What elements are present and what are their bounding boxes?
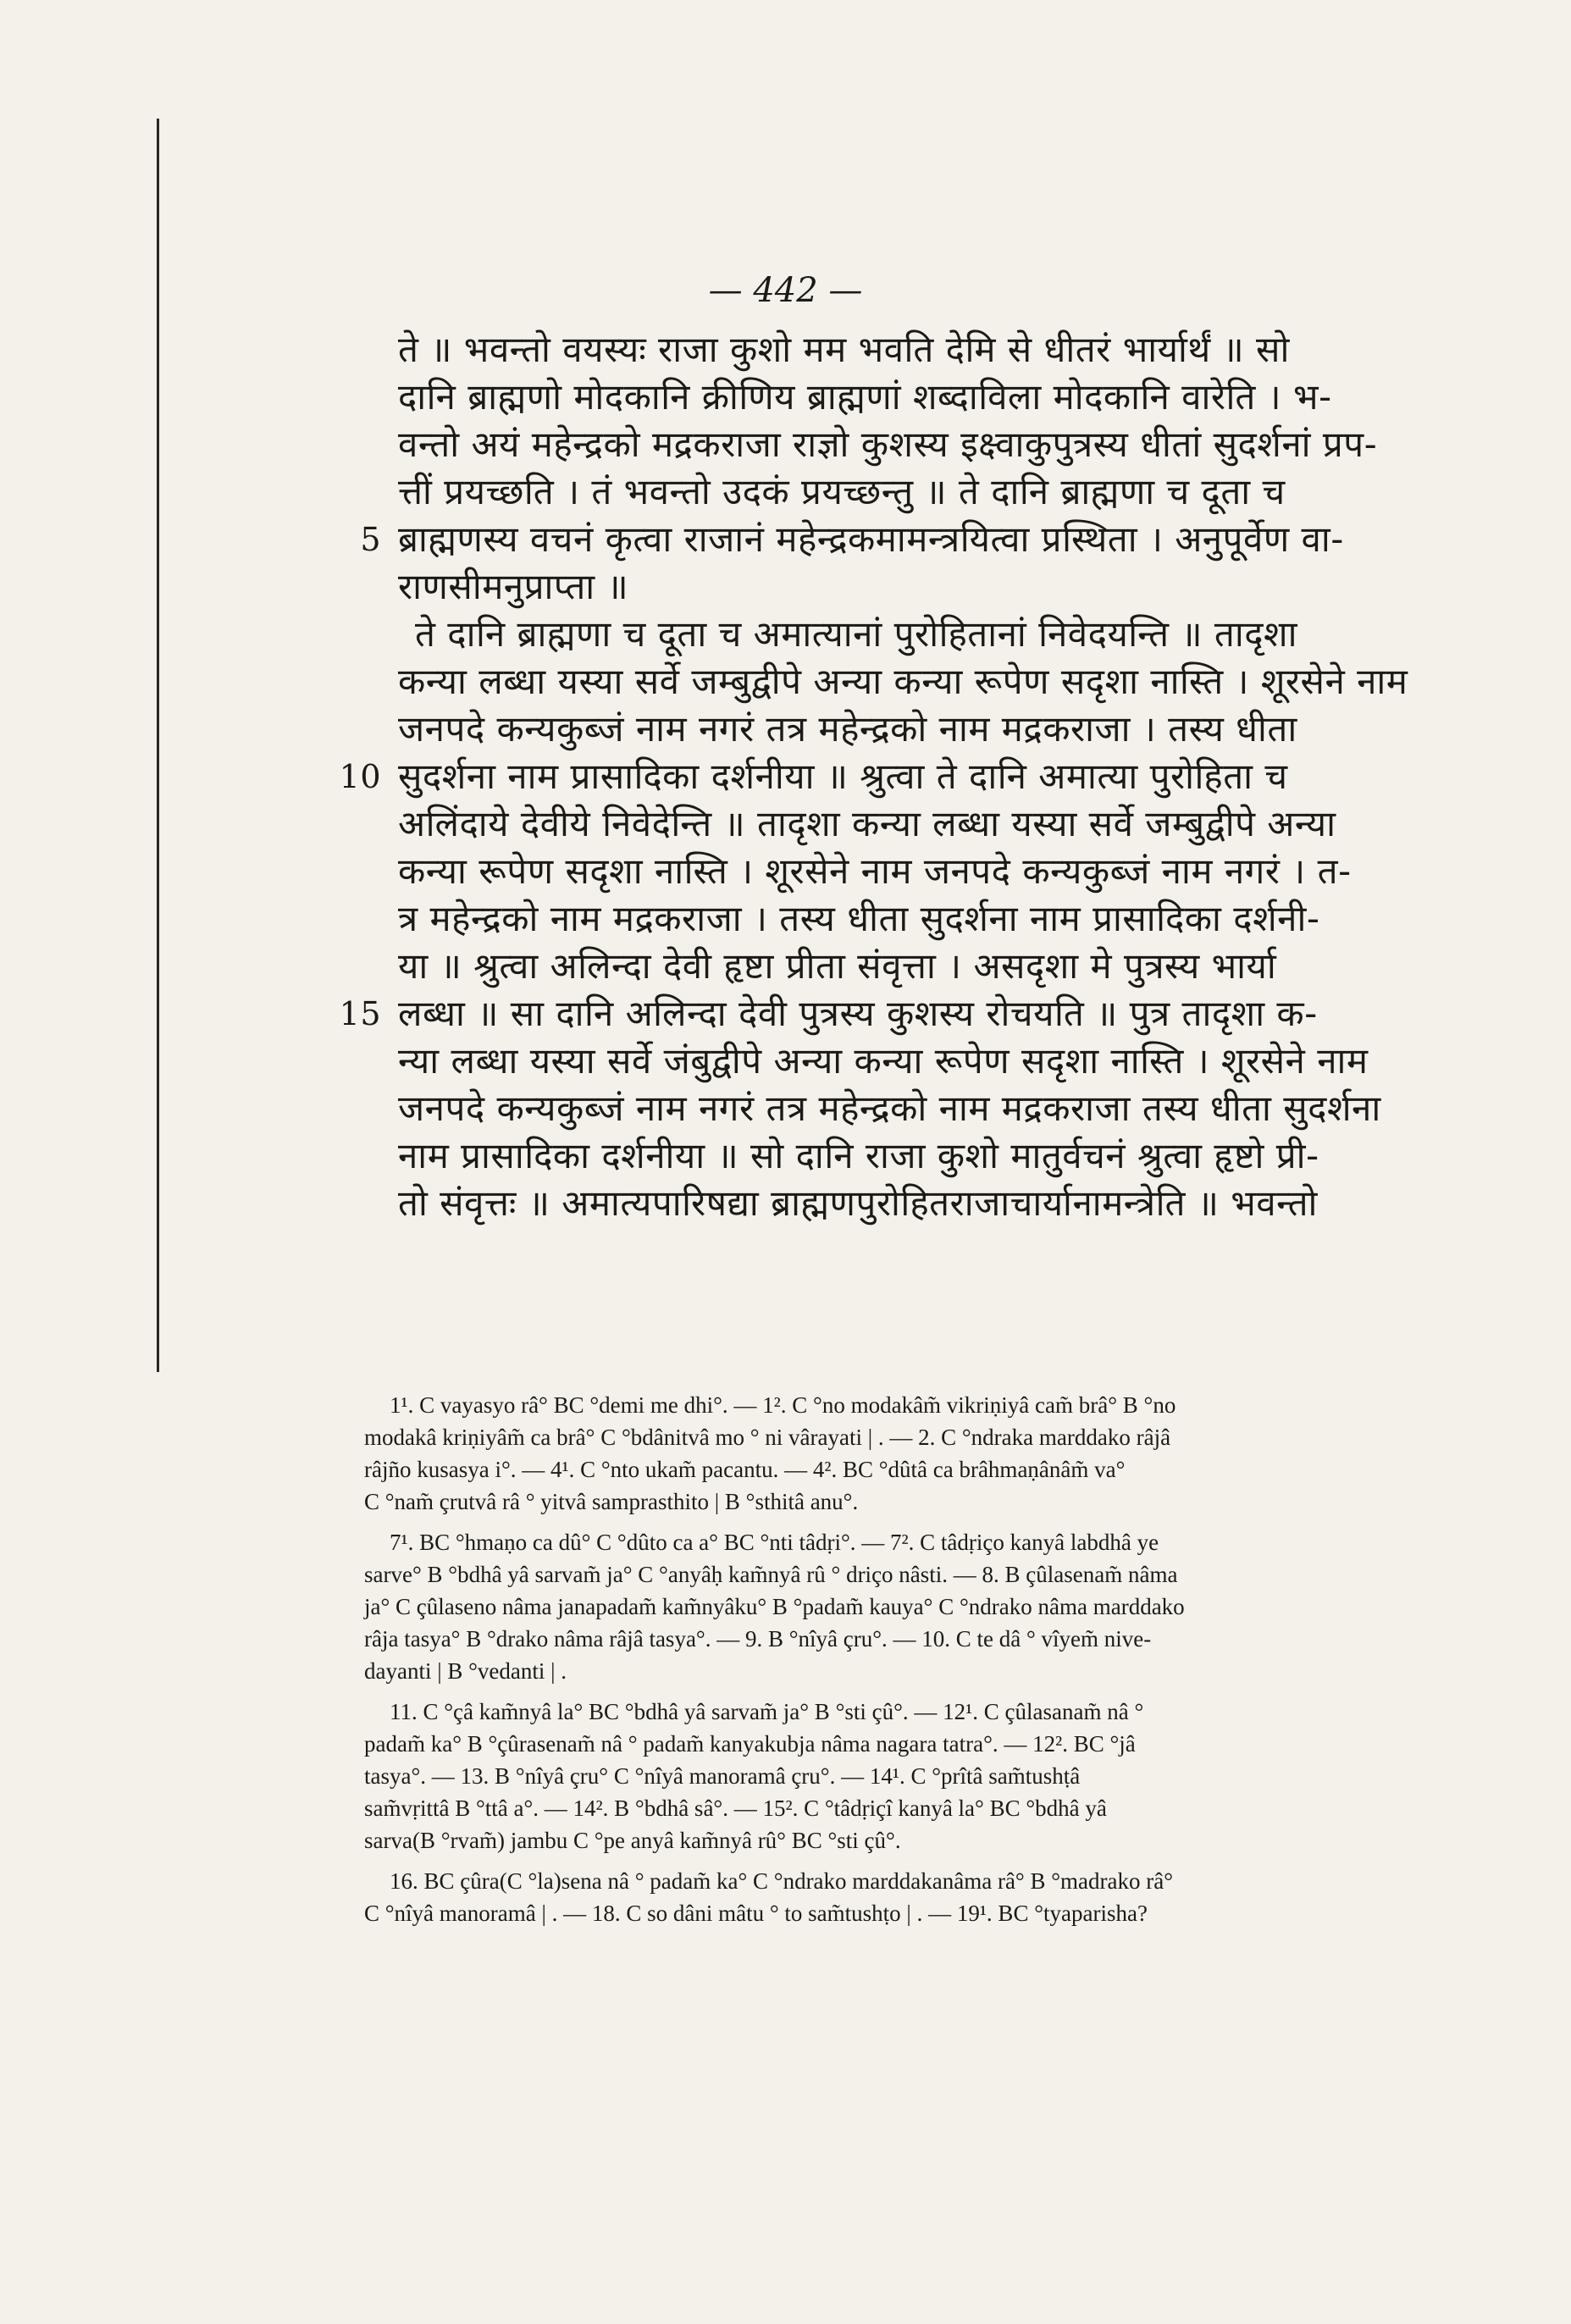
footnote-line: C °nam̃ çrutvâ râ ° yitvâ samprasthito | B °sthitâ anu°. — [364, 1489, 859, 1514]
text-line — [398, 1132, 1482, 1180]
main-sanskrit-text — [339, 326, 1482, 1227]
line-text: तो संवृत्तः ॥ अमात्यपारिषद्या ब्राह्मणपुरोहितराजाचार्यानामन्त्रेति ॥ भवन्तो — [398, 1182, 1318, 1224]
line-text: ते दानि ब्राह्मणा च दूता च अमात्यानां पुरोहितानां निवेदयन्ति ॥ तादृशा — [415, 613, 1297, 655]
text-line — [398, 468, 1482, 516]
text-line — [398, 800, 1482, 848]
line-text: न्या लब्धा यस्या सर्वे जंबुद्वीपे अन्या कन्या रूपेण सदृशा नास्ति । शूरसेने नाम — [398, 1040, 1369, 1082]
footnote-line: tasya°. — 13. B °nîyâ çru° C °nîyâ manoramâ çru°. — 14¹. C °prîtâ sam̃tushṭâ — [364, 1763, 1081, 1789]
text-line — [398, 1180, 1482, 1227]
page-number: — 442 — — [708, 271, 863, 310]
text-line — [398, 611, 1482, 658]
footnote-line: râjño kusasya i°. — 4¹. C °nto ukam̃ pacantu. — 4². BC °dûtâ ca brâhmaṇânâm̃ va° — [364, 1457, 1126, 1482]
footnote-line: 11. C °çâ kam̃nyâ la° BC °bdhâ yâ sarvam̃ ja° B °sti çû°. — 12¹. C çûlasanam̃ nâ ° — [390, 1699, 1144, 1724]
text-line — [398, 1085, 1482, 1132]
footnote-line: modakâ kriṇiyâm̃ ca brâ° C °bdânitvâ mo ° ni vârayati | . — 2. C °ndraka marddako râjâ — [364, 1425, 1171, 1450]
line-text: अलिंदाये देवीये निवेदेन्ति ॥ तादृशा कन्या लब्धा यस्या सर्वे जम्बुद्वीपे अन्या — [398, 803, 1336, 844]
footnote-line: sarva(B °rvam̃) jambu C °pe anyâ kam̃nyâ rû° BC °sti çû°. — [364, 1828, 901, 1853]
line-text: त्र महेन्द्रको नाम मद्रकराजा । तस्य धीता सुदर्शना नाम प्रासादिका दर्शनी- — [398, 898, 1320, 939]
footnotes — [364, 1389, 1482, 1938]
text-line — [398, 848, 1482, 895]
text-line — [398, 421, 1482, 468]
footnote-line: padam̃ ka° B °çûrasenam̃ nâ ° padam̃ kanyakubja nâma nagara tatra°. — 12². BC °jâ — [364, 1731, 1136, 1757]
footnote-line: 16. BC çûra(C °la)sena nâ ° padam̃ ka° C °ndrako marddakanâma râ° B °madrako râ° — [390, 1868, 1174, 1894]
line-text: ते ॥ भवन्तो वयस्यः राजा कुशो मम भवति देमि से धीतरं भार्यार्थं ॥ सो — [398, 329, 1290, 370]
line-text: कन्या लब्धा यस्या सर्वे जम्बुद्वीपे अन्या कन्या रूपेण सदृशा नास्ति । शूरसेने नाम — [398, 661, 1408, 702]
text-line — [398, 706, 1482, 753]
line-text: राणसीमनुप्राप्ता ॥ — [398, 566, 629, 607]
line-text: लब्धा ॥ सा दानि अलिन्दा देवी पुत्रस्य कुशस्य रोचयति ॥ पुत्र तादृशा क- — [398, 993, 1318, 1034]
text-line — [339, 990, 1482, 1038]
footnote-line: 1¹. C vayasyo râ° BC °demi me dhi°. — 1². C °no modakâm̃ vikriṇiyâ cam̃ brâ° B °no — [390, 1392, 1176, 1418]
text-line — [398, 326, 1482, 374]
line-text: जनपदे कन्यकुब्जं नाम नगरं तत्र महेन्द्रको नाम मद्रकराजा तस्य धीता सुदर्शना — [398, 1087, 1381, 1129]
line-text: वन्तो अयं महेन्द्रको मद्रकराजा राज्ञो कुशस्य इक्ष्वाकुपुत्रस्य धीतां सुदर्शनां प्रप- — [398, 423, 1378, 465]
line-text: त्तीं प्रयच्छति । तं भवन्तो उदकं प्रयच्छन्तु ॥ ते दानि ब्राह्मणा च दूता च — [398, 471, 1286, 512]
text-line — [398, 563, 1482, 611]
footnote-line: C °nîyâ manoramâ | . — 18. C so dâni mâtu ° to sam̃tushṭo | . — 19¹. BC °tyaparisha? — [364, 1901, 1148, 1926]
footnote-line: ja° C çûlaseno nâma janapadam̃ kam̃nyâku° B °padam̃ kauya° C °ndrako nâma marddako — [364, 1594, 1185, 1619]
line-text: ब्राह्मणस्य वचनं कृत्वा राजानं महेन्द्रकमामन्त्रयित्वा प्रस्थिता । अनुपूर्वेण वा- — [398, 518, 1344, 560]
text-line — [360, 516, 1482, 563]
footnote-block — [364, 1526, 1482, 1687]
text-line — [398, 895, 1482, 943]
text-line — [398, 658, 1482, 706]
footnote-line: sarve° B °bdhâ yâ sarvam̃ ja° C °anyâḥ kam̃nyâ rû ° driço nâsti. — 8. B çûlasenam̃ nâma — [364, 1562, 1178, 1587]
line-text: कन्या रूपेण सदृशा नास्ति । शूरसेने नाम जनपदे कन्यकुब्जं नाम नगरं । त- — [398, 850, 1352, 892]
line-number: 10 — [339, 758, 381, 795]
footnote-line: dayanti | B °vedanti | . — [364, 1658, 567, 1684]
line-number: 5 — [360, 521, 381, 558]
text-line — [398, 1038, 1482, 1085]
text-line — [398, 374, 1482, 421]
line-text: दानि ब्राह्मणो मोदकानि क्रीणिय ब्राह्मणां शब्दाविला मोदकानि वारेति । भ- — [398, 376, 1332, 418]
footnote-line: sam̃vṛittâ B °ttâ a°. — 14². B °bdhâ sâ°. — 15². C °tâdṛiçî kanyâ la° BC °bdhâ yâ — [364, 1796, 1107, 1821]
line-text: जनपदे कन्यकुब्जं नाम नगरं तत्र महेन्द्रको नाम मद्रकराजा । तस्य धीता — [398, 708, 1297, 750]
line-number: 15 — [339, 995, 381, 1032]
text-line — [339, 753, 1482, 800]
footnote-line: râja tasya° B °drako nâma râjâ tasya°. — 9. B °nîyâ çru°. — 10. C te dâ ° vîyem̃ nive- — [364, 1626, 1152, 1652]
footnote-block — [364, 1696, 1482, 1856]
line-text: सुदर्शना नाम प्रासादिका दर्शनीया ॥ श्रुत्वा ते दानि अमात्या पुरोहिता च — [398, 755, 1288, 797]
footnote-block — [364, 1389, 1482, 1518]
line-text: या ॥ श्रुत्वा अलिन्दा देवी हृष्टा प्रीता संवृत्ता । असदृशा मे पुत्रस्य भार्या — [398, 945, 1277, 987]
line-text: नाम प्रासादिका दर्शनीया ॥ सो दानि राजा कुशो मातुर्वचनं श्रुत्वा हृष्टो प्री- — [398, 1135, 1319, 1176]
footnote-line: 7¹. BC °hmaṇo ca dû° C °dûto ca a° BC °nti tâdṛi°. — 7². C tâdṛiço kanyâ labdhâ ye — [390, 1530, 1159, 1555]
footnote-block — [364, 1865, 1482, 1929]
text-line — [398, 943, 1482, 990]
